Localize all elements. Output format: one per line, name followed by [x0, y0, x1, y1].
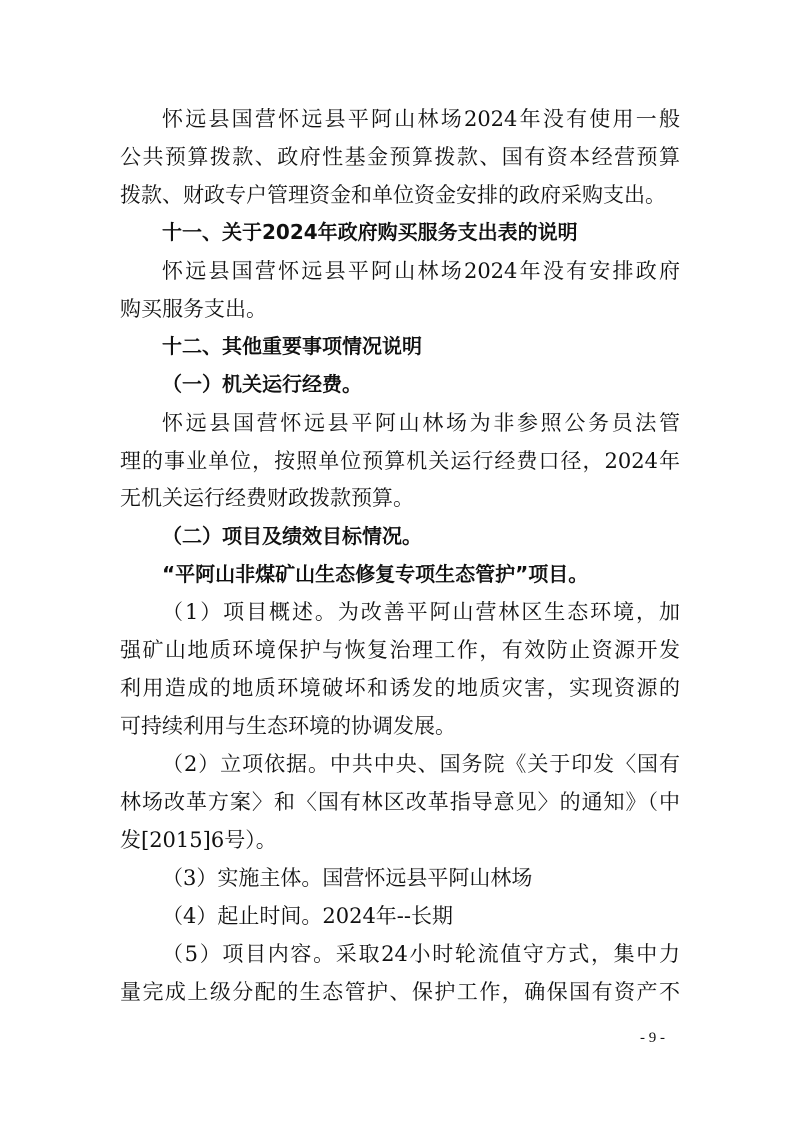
text-line: 量完成上级分配的生态管护、保护工作，确保国有资产不: [120, 980, 680, 1004]
text-line: （5）项目内容。采取24小时轮流值守方式，集中力: [162, 942, 680, 966]
text-line: 公共预算拨款、政府性基金预算拨款、国有资本经营预算: [120, 145, 680, 169]
text-line: 怀远县国营怀远县平阿山林场2024年没有安排政府: [162, 259, 680, 283]
text-line: 利用造成的地质环境破坏和诱发的地质灾害，实现资源的: [120, 676, 680, 700]
text-line: 理的事业单位，按照单位预算机关运行经费口径，2024年: [120, 449, 680, 473]
subsection-heading: （二）项目及绩效目标情况。: [162, 524, 422, 548]
text-line: （1）项目概述。为改善平阿山营林区生态环境，加: [162, 600, 680, 624]
text-line: 林场改革方案〉和〈国有林区改革指导意见〉的通知》（中: [120, 790, 680, 814]
text-line: 无机关运行经费财政拨款预算。: [120, 486, 414, 510]
text-line: 怀远县国营怀远县平阿山林场2024年没有使用一般: [162, 107, 680, 131]
section-heading: 十二、其他重要事项情况说明: [162, 334, 422, 358]
text-line: 购买服务支出。: [120, 297, 267, 321]
text-line: 强矿山地质环境保护与恢复治理工作，有效防止资源开发: [120, 638, 680, 662]
text-line: （2）立项依据。中共中央、国务院《关于印发〈国有: [162, 752, 680, 776]
text-line: 发[2015]6号）。: [120, 828, 277, 852]
text-line: （3）实施主体。国营怀远县平阿山林场: [162, 866, 533, 890]
text-line: 可持续利用与生态环境的协调发展。: [120, 714, 456, 738]
section-heading: 十一、关于2024年政府购买服务支出表的说明: [162, 220, 578, 244]
project-title: “平阿山非煤矿山生态修复专项生态管护”项目。: [162, 562, 589, 586]
text-line: 拨款、财政专户管理资金和单位资金安排的政府采购支出。: [120, 183, 666, 207]
page-number: - 9 -: [640, 1030, 665, 1046]
text-line: 怀远县国营怀远县平阿山林场为非参照公务员法管: [162, 411, 680, 435]
subsection-heading: （一）机关运行经费。: [162, 372, 362, 396]
text-line: （4）起止时间。2024年--长期: [162, 904, 453, 928]
